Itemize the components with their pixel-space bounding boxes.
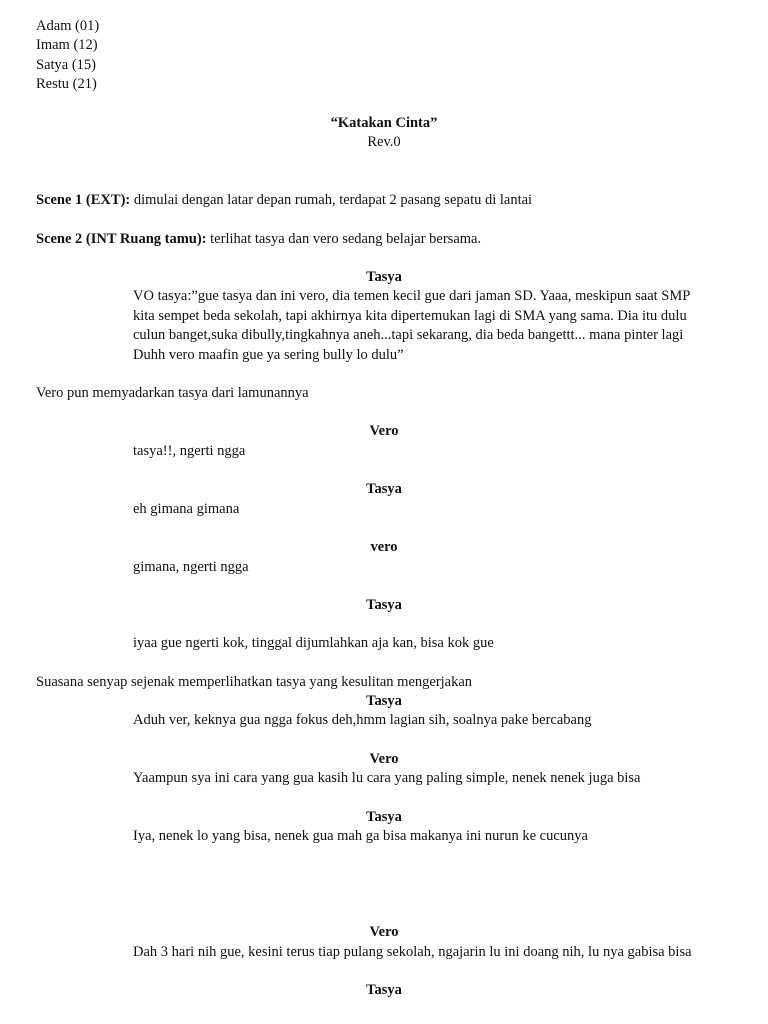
dialogue-line: kita sempet beda sekolah, tapi akhirnya kita dipertemukan lagi di SMA yang sama. Dia itu dulu: [133, 307, 687, 324]
scene-description: dimulai dengan latar depan rumah, terdapat 2 pasang sepatu di lantai: [130, 192, 533, 208]
scene-label: Scene 2 (INT Ruang tamu):: [36, 231, 207, 247]
dialogue-line: iyaa gue ngerti kok, tinggal dijumlahkan aja kan, bisa kok gue: [133, 635, 494, 651]
dialogue-line: Dah 3 hari nih gue, kesini terus tiap pulang sekolah, ngajarin lu ini doang nih, lu nya gabisa bisa: [133, 944, 692, 960]
character-name: vero: [370, 539, 398, 555]
scene-heading: [36, 191, 532, 210]
dialogue-line: culun banget,suka dibully,tingkahnya aneh...tapi sekarang, dia beda bangettt... mana pinter lagi: [133, 327, 684, 344]
dialogue-line: tasya!!, ngerti ngga: [133, 443, 246, 459]
character-name: Tasya: [366, 269, 402, 285]
dialogue-line: eh gimana gimana: [133, 501, 240, 517]
scene-description: terlihat tasya dan vero sedang belajar bersama.: [206, 231, 482, 247]
character-name: Vero: [369, 423, 399, 439]
author-line: Satya (15): [36, 57, 96, 73]
dialogue-line: VO tasya:”gue tasya dan ini vero, dia temen kecil gue dari jaman SD. Yaaa, meskipun saat SMP: [133, 288, 691, 304]
script-title: “Katakan Cinta”: [330, 115, 438, 131]
scene-heading: [36, 230, 481, 249]
dialogue-block: [133, 287, 729, 365]
scene-label: Scene 1 (EXT):: [36, 192, 131, 208]
dialogue-line: Iya, nenek lo yang bisa, nenek gua mah ga bisa makanya ini nurun ke cucunya: [133, 828, 588, 844]
character-name: Tasya: [366, 982, 402, 998]
dialogue-line: gimana, ngerti ngga: [133, 559, 249, 575]
dialogue-line: Aduh ver, keknya gua ngga fokus deh,hmm lagian sih, soalnya pake bercabang: [133, 712, 592, 728]
dialogue-line: Duhh vero maafin gue ya sering bully lo dulu”: [133, 346, 404, 363]
action-line: Vero pun memyadarkan tasya dari lamunannya: [36, 385, 309, 401]
action-line: Suasana senyap sejenak memperlihatkan tasya yang kesulitan mengerjakan: [36, 674, 473, 690]
dialogue-line: Yaampun sya ini cara yang gua kasih lu cara yang paling simple, nenek nenek juga bisa: [133, 770, 641, 786]
character-name: Tasya: [366, 693, 402, 709]
character-name: Tasya: [366, 597, 402, 613]
author-line: Adam (01): [36, 18, 100, 34]
character-name: Tasya: [366, 481, 402, 497]
author-line: Imam (12): [36, 37, 98, 53]
character-name: Vero: [369, 751, 399, 767]
script-revision: Rev.0: [367, 134, 401, 150]
author-line: Restu (21): [36, 76, 97, 92]
character-name: Vero: [369, 924, 399, 940]
character-name: Tasya: [366, 809, 402, 825]
